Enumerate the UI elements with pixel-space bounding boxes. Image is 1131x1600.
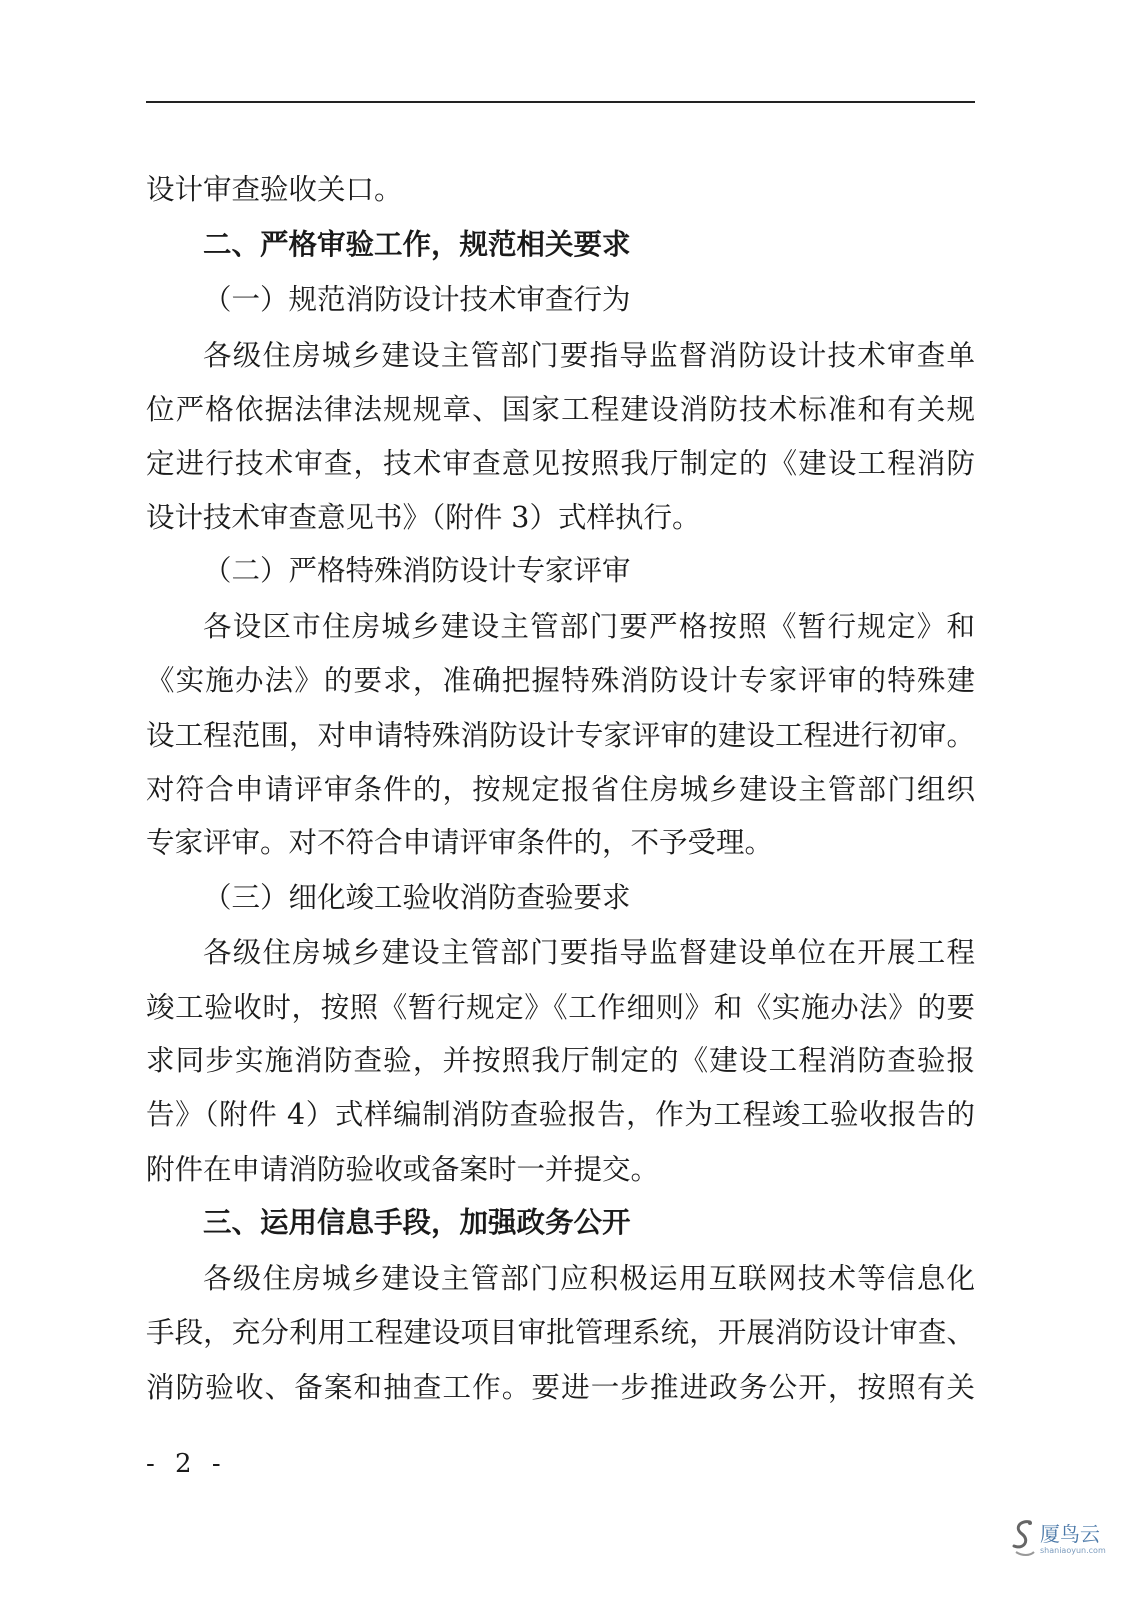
paragraph-line: 竣工验收时，按照《暂行规定》《工作细则》和《实施办法》的要 xyxy=(146,991,975,1024)
bird-logo-icon xyxy=(1010,1516,1038,1560)
paragraph-line: 专家评审。对不符合申请评审条件的，不予受理。 xyxy=(146,826,774,859)
paragraph-line: 对符合申请评审条件的，按规定报省住房城乡建设主管部门组织 xyxy=(146,773,975,806)
watermark-url: shaniaoyun.com xyxy=(1040,1546,1106,1555)
paragraph-line: 《实施办法》的要求，准确把握特殊消防设计专家评审的特殊建 xyxy=(146,664,975,697)
header-rule xyxy=(146,101,975,103)
watermark-logo xyxy=(1010,1516,1110,1566)
paragraph-line: 附件在申请消防验收或备案时一并提交。 xyxy=(146,1153,660,1186)
paragraph-line: 位严格依据法律法规规章、国家工程建设消防技术标准和有关规 xyxy=(146,393,975,426)
paragraph-line: 定进行技术审查，技术审查意见按照我厅制定的《建设工程消防 xyxy=(146,447,975,480)
paragraph-line: 设计审查验收关口。 xyxy=(146,173,403,206)
paragraph-line: 手段，充分利用工程建设项目审批管理系统，开展消防设计审查、 xyxy=(146,1316,975,1349)
section-heading: （三）细化竣工验收消防查验要求 xyxy=(203,881,631,914)
paragraph-line: 告》（附件 4）式样编制消防查验报告，作为工程竣工验收报告的 xyxy=(146,1098,975,1131)
paragraph-line: 设计技术审查意见书》（附件 3）式样执行。 xyxy=(146,501,701,534)
paragraph-line: 求同步实施消防查验，并按照我厅制定的《建设工程消防查验报 xyxy=(146,1044,975,1077)
section-heading: 三、运用信息手段，加强政务公开 xyxy=(203,1206,631,1239)
section-heading: （二）严格特殊消防设计专家评审 xyxy=(203,554,631,587)
page-number: - 2 - xyxy=(146,1449,227,1479)
paragraph-line: 各设区市住房城乡建设主管部门要严格按照《暂行规定》和 xyxy=(203,610,975,643)
watermark-name: 厦鸟云 xyxy=(1040,1522,1100,1546)
paragraph-line: 设工程范围，对申请特殊消防设计专家评审的建设工程进行初审。 xyxy=(146,719,975,752)
section-heading: （一）规范消防设计技术审查行为 xyxy=(203,283,631,316)
paragraph-line: 消防验收、备案和抽查工作。要进一步推进政务公开，按照有关 xyxy=(146,1371,975,1404)
section-heading: 二、严格审验工作，规范相关要求 xyxy=(203,228,631,261)
paragraph-line: 各级住房城乡建设主管部门要指导监督建设单位在开展工程 xyxy=(203,936,975,969)
paragraph-line: 各级住房城乡建设主管部门应积极运用互联网技术等信息化 xyxy=(203,1262,975,1295)
paragraph-line: 各级住房城乡建设主管部门要指导监督消防设计技术审查单 xyxy=(203,339,975,372)
